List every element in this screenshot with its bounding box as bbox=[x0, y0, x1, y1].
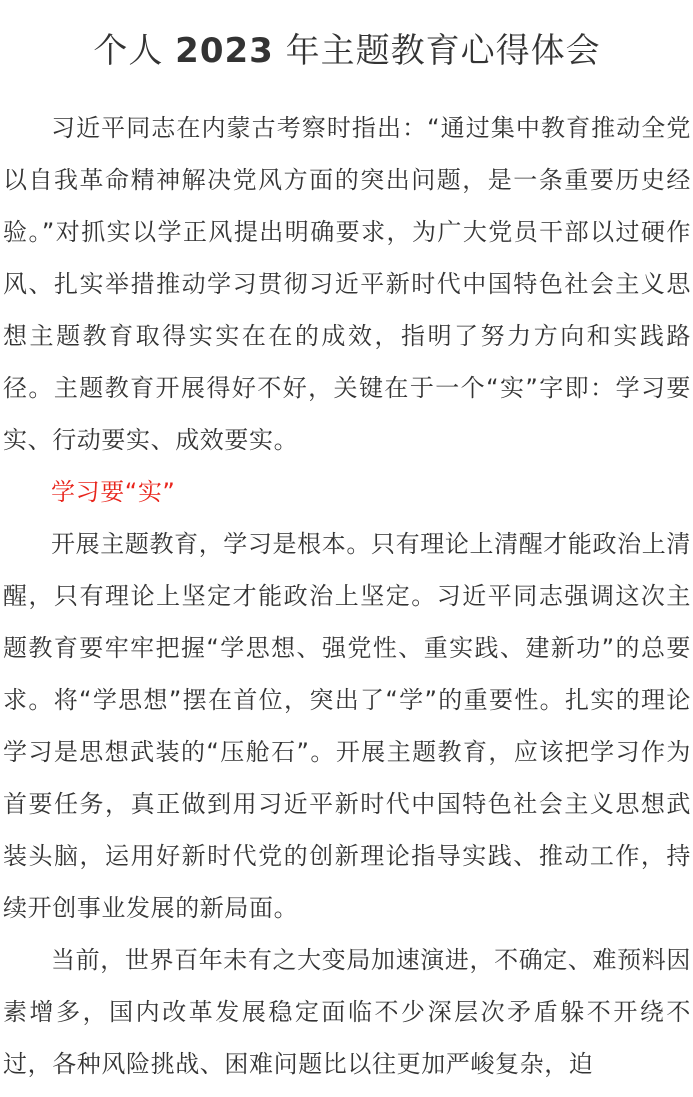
title-year: 2023 bbox=[175, 31, 274, 71]
paragraph-current: 当前，世界百年未有之大变局加速演进，不确定、难预料因素增多，国内改革发展稳定面临不少深层次矛盾躲不开绕不过，各种风险挑战、困难问题比以往更加严峻复杂，迫 bbox=[3, 946, 691, 1078]
document-body bbox=[3, 102, 691, 1090]
title-suffix: 年主题教育心得体会 bbox=[273, 31, 601, 71]
document-title bbox=[3, 0, 691, 76]
paragraph-study: 开展主题教育，学习是根本。只有理论上清醒才能政治上清醒，只有理论上坚定才能政治上坚定。习近平同志强调这次主题教育要牢牢把握“学思想、强党性、重实践、建新功”的总要求。将“学思想”摆在首位，突出了“学”的重要性。扎实的理论学习是思想武装的“压舱石”。开展主题教育，应该把学习作为首要任务，真正做到用习近平新时代中国特色社会主义思想武装头脑，运用好新时代党的创新理论指导实践、推动工作，持续开创事业发展的新局面。 bbox=[3, 530, 691, 922]
paragraph-intro: 习近平同志在内蒙古考察时指出：“通过集中教育推动全党以自我革命精神解决党风方面的突出问题，是一条重要历史经验。”对抓实以学正风提出明确要求，为广大党员干部以过硬作风、扎实举措推动学习贯彻习近平新时代中国特色社会主义思想主题教育取得实实在在的成效，指明了努力方向和实践路径。主题教育开展得好不好，关键在于一个“实”字即：学习要实、行动要实、成效要实。 bbox=[3, 114, 691, 454]
title-prefix: 个人 bbox=[93, 31, 176, 71]
section-heading-study: 学习要“实” bbox=[51, 478, 176, 506]
